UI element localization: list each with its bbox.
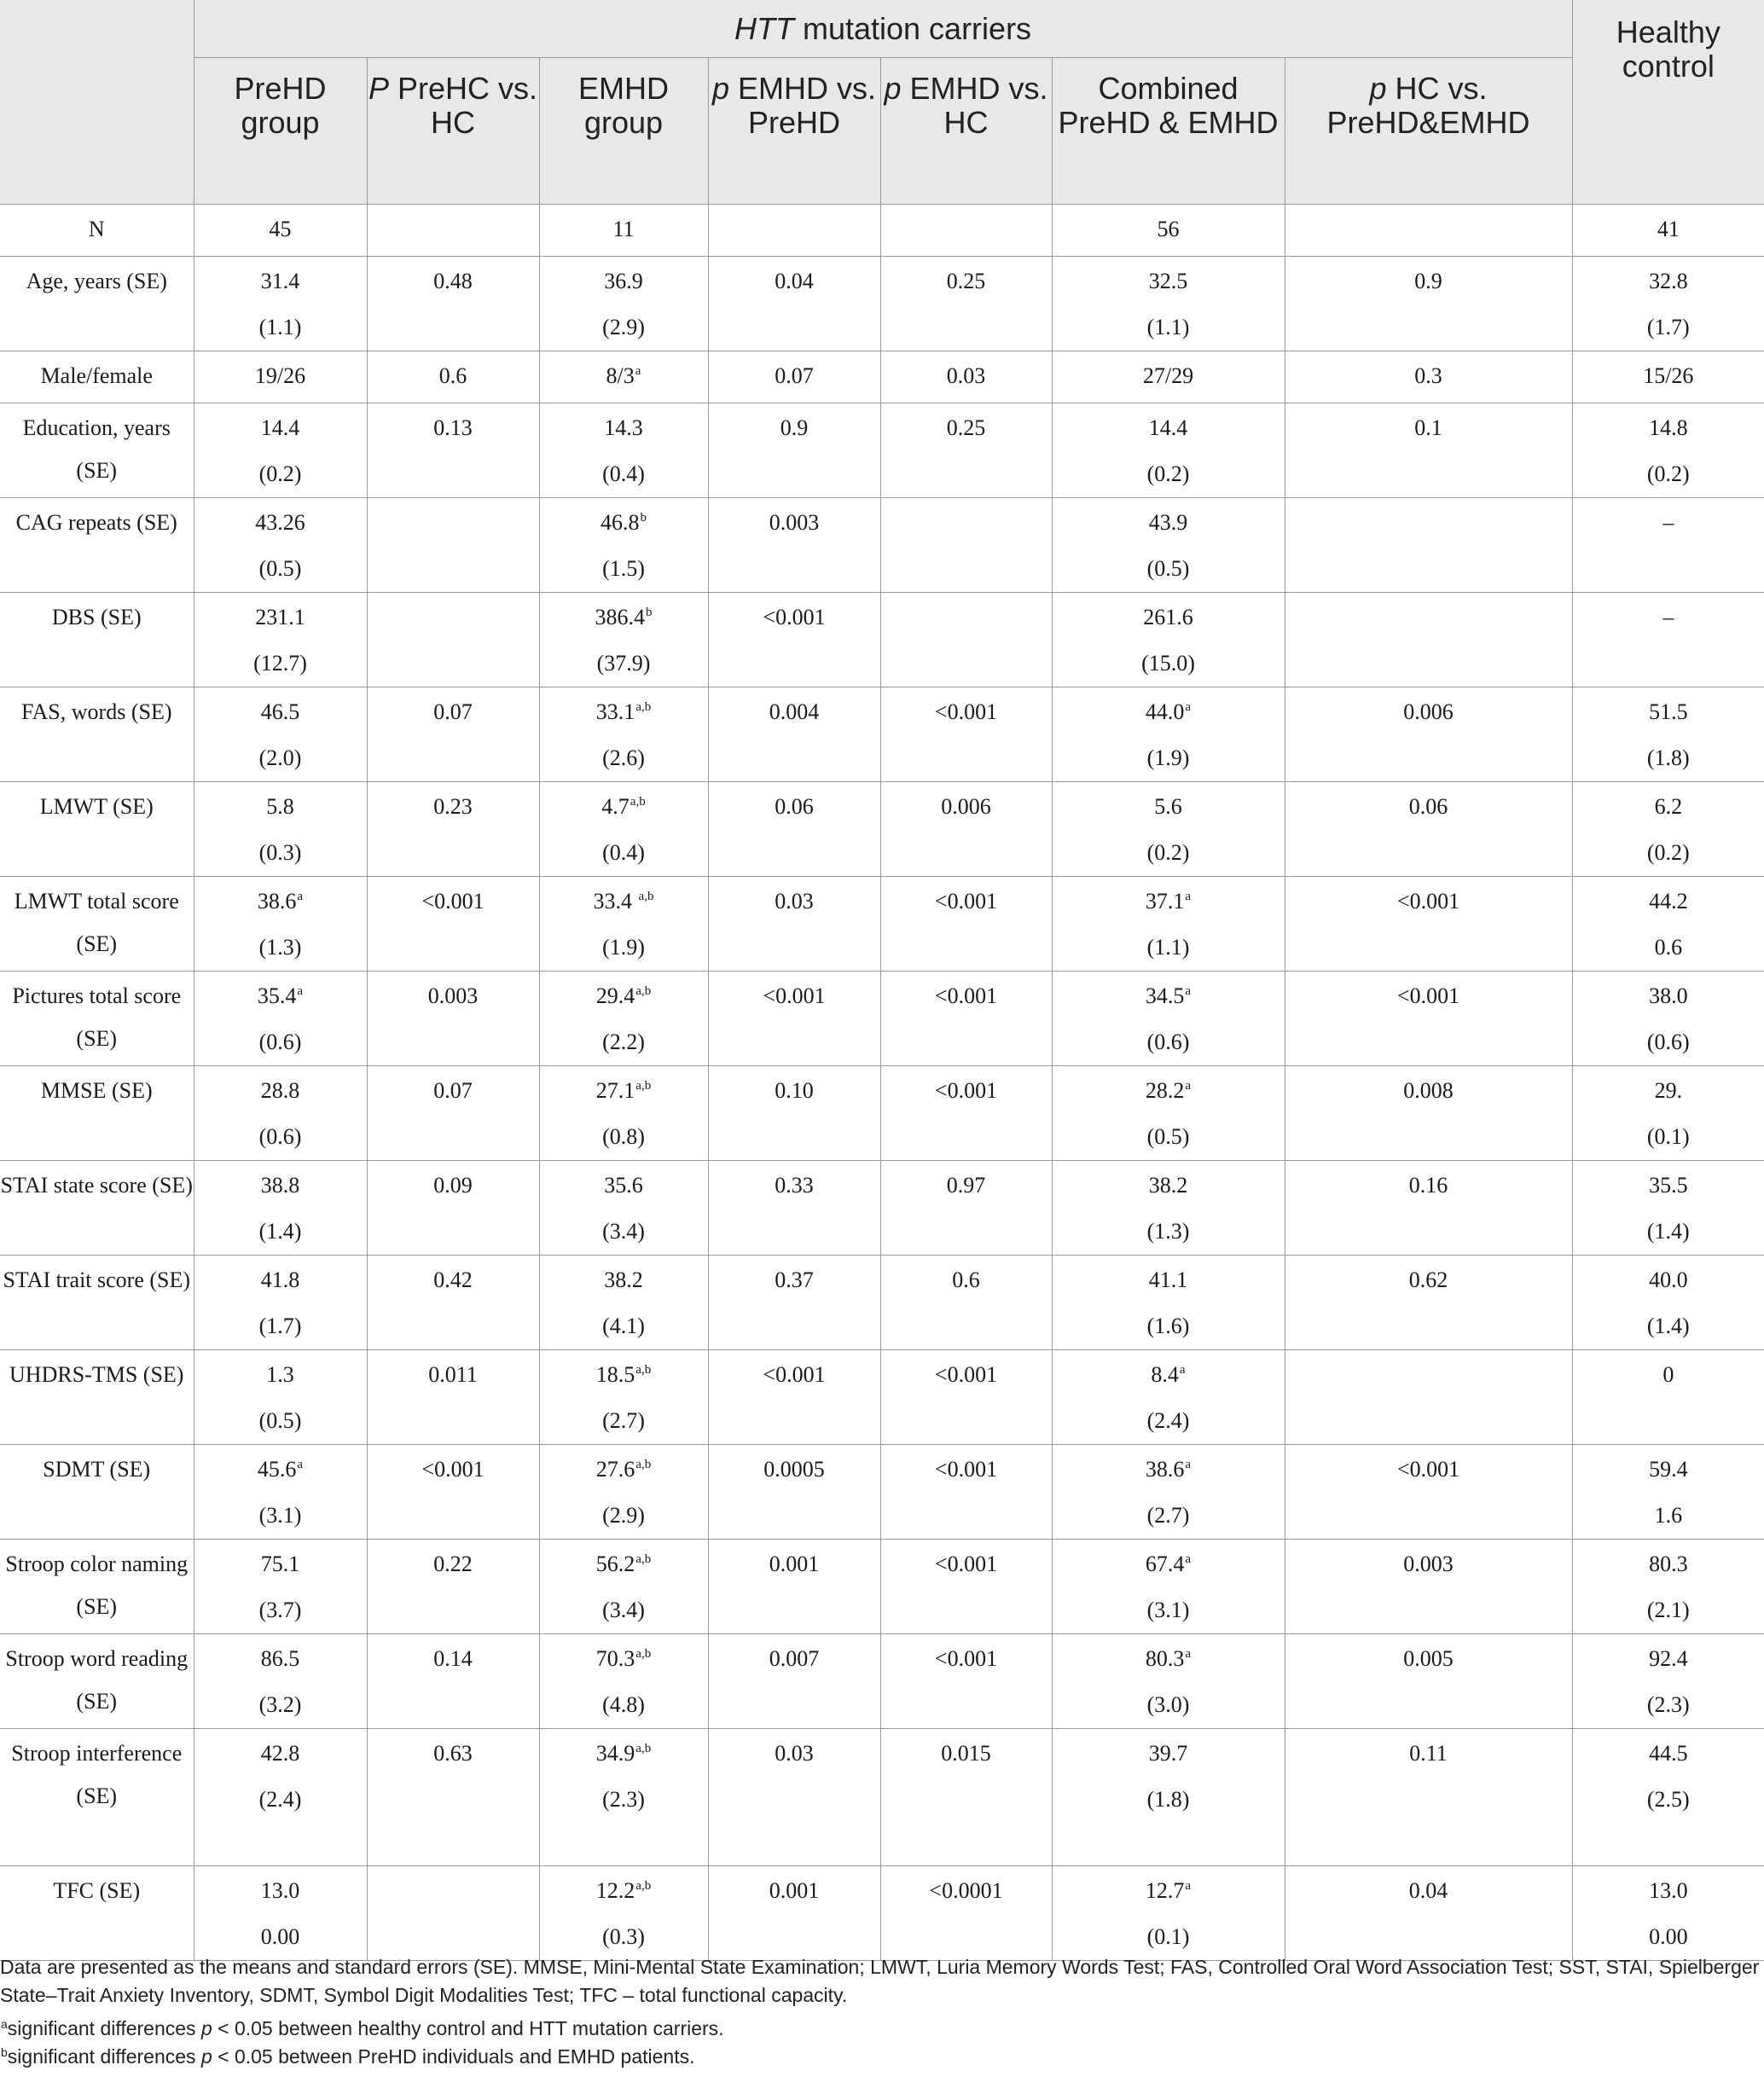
cell-healthy-control: 6.2 (0.2) <box>1572 782 1764 877</box>
cell-emhd: 12.2$^{a,b}$ (0.3) <box>539 1866 708 1961</box>
cell-p-prehc-hc: 0.23 <box>367 782 539 877</box>
cell-p-emhd-hc: <0.001 <box>880 687 1052 782</box>
cell-p-hc-combined: 0.62 <box>1285 1256 1572 1350</box>
row-label: TFC (SE) <box>0 1866 194 1961</box>
cell-combined: 8.4$^a$ (2.4) <box>1052 1350 1285 1445</box>
cell-combined: 5.6 (0.2) <box>1052 782 1285 877</box>
cell-p-emhd-prehd: 0.03 <box>708 877 880 972</box>
cell-p-emhd-hc: 0.006 <box>880 782 1052 877</box>
table-row <box>0 1161 1764 1256</box>
cell-p-hc-combined: 0.008 <box>1285 1066 1572 1161</box>
cell-emhd: 27.6$^{a,b}$ (2.9) <box>539 1445 708 1540</box>
cell-p-emhd-prehd: 0.37 <box>708 1256 880 1350</box>
cell-emhd: 56.2$^{a,b}$ (3.4) <box>539 1540 708 1634</box>
cell-p-emhd-prehd: 0.33 <box>708 1161 880 1256</box>
cell-p-hc-combined: 0.006 <box>1285 687 1572 782</box>
cell-prehd: 38.8 (1.4) <box>194 1161 367 1256</box>
cell-p-prehc-hc <box>367 205 539 257</box>
table-row <box>0 1540 1764 1634</box>
cell-prehd: 75.1 (3.7) <box>194 1540 367 1634</box>
table-row <box>0 593 1764 687</box>
cell-p-prehc-hc <box>367 1866 539 1961</box>
cell-combined: 44.0$^a$ (1.9) <box>1052 687 1285 782</box>
cell-healthy-control: 13.0 0.00 <box>1572 1866 1764 1961</box>
cell-healthy-control: 0 <box>1572 1350 1764 1445</box>
cell-p-emhd-prehd: 0.06 <box>708 782 880 877</box>
cell-combined: 43.9 (0.5) <box>1052 498 1285 593</box>
cell-p-prehc-hc: 0.14 <box>367 1634 539 1729</box>
cell-p-emhd-hc: 0.6 <box>880 1256 1052 1350</box>
cell-emhd: 27.1$^{a,b}$ (0.8) <box>539 1066 708 1161</box>
row-label: Age, years (SE) <box>0 257 194 351</box>
cell-p-hc-combined: 0.04 <box>1285 1866 1572 1961</box>
cell-p-emhd-prehd: <0.001 <box>708 1350 880 1445</box>
cell-p-emhd-hc: <0.001 <box>880 1634 1052 1729</box>
cell-p-emhd-prehd: 0.001 <box>708 1866 880 1961</box>
table-row <box>0 257 1764 351</box>
cell-p-prehc-hc: 0.07 <box>367 687 539 782</box>
cell-prehd: 86.5 (3.2) <box>194 1634 367 1729</box>
cell-emhd: 29.4$^{a,b}$ (2.2) <box>539 972 708 1066</box>
cell-emhd: 14.3 (0.4) <box>539 403 708 498</box>
cell-combined: 38.6$^a$ (2.7) <box>1052 1445 1285 1540</box>
cell-p-prehc-hc: 0.011 <box>367 1350 539 1445</box>
cell-combined: 39.7 (1.8) <box>1052 1729 1285 1866</box>
table-row <box>0 1350 1764 1445</box>
header-p-hc-vs-combined: p HC vs. PreHD&EMHD <box>1285 58 1572 205</box>
table-row <box>0 351 1764 403</box>
row-label: STAI state score (SE) <box>0 1161 194 1256</box>
cell-prehd: 19/26 <box>194 351 367 403</box>
cell-prehd: 41.8 (1.7) <box>194 1256 367 1350</box>
cell-emhd: 4.7$^{a,b}$ (0.4) <box>539 782 708 877</box>
cell-p-emhd-hc: 0.97 <box>880 1161 1052 1256</box>
cell-p-prehc-hc: 0.48 <box>367 257 539 351</box>
cell-emhd: 386.4$^b$ (37.9) <box>539 593 708 687</box>
cell-prehd: 231.1 (12.7) <box>194 593 367 687</box>
cell-p-prehc-hc: 0.13 <box>367 403 539 498</box>
cell-p-prehc-hc: 0.003 <box>367 972 539 1066</box>
cell-emhd: 36.9 (2.9) <box>539 257 708 351</box>
cell-p-emhd-prehd: 0.001 <box>708 1540 880 1634</box>
cell-p-hc-combined: 0.11 <box>1285 1729 1572 1866</box>
row-label: N <box>0 205 194 257</box>
cell-healthy-control: 32.8 (1.7) <box>1572 257 1764 351</box>
cell-p-emhd-hc: <0.001 <box>880 972 1052 1066</box>
cell-p-hc-combined: <0.001 <box>1285 1445 1572 1540</box>
cell-healthy-control: 14.8 (0.2) <box>1572 403 1764 498</box>
cell-healthy-control: 44.2 0.6 <box>1572 877 1764 972</box>
cell-healthy-control: 59.4 1.6 <box>1572 1445 1764 1540</box>
table-row <box>0 972 1764 1066</box>
cell-p-emhd-hc: <0.0001 <box>880 1866 1052 1961</box>
cell-p-emhd-prehd: 0.04 <box>708 257 880 351</box>
row-label: STAI trait score (SE) <box>0 1256 194 1350</box>
table-row <box>0 1729 1764 1866</box>
table-row <box>0 687 1764 782</box>
table-row <box>0 205 1764 257</box>
header-combined-prehd-emhd: Combined PreHD & EMHD <box>1052 58 1285 205</box>
cell-combined: 27/29 <box>1052 351 1285 403</box>
cell-p-prehc-hc: 0.22 <box>367 1540 539 1634</box>
table-row <box>0 498 1764 593</box>
row-label: Stroop color naming (SE) <box>0 1540 194 1634</box>
row-label: Stroop word reading (SE) <box>0 1634 194 1729</box>
cell-combined: 28.2$^a$ (0.5) <box>1052 1066 1285 1161</box>
cell-p-emhd-prehd: 0.003 <box>708 498 880 593</box>
cell-prehd: 45 <box>194 205 367 257</box>
cell-emhd: 38.2 (4.1) <box>539 1256 708 1350</box>
cell-combined: 12.7$^a$ (0.1) <box>1052 1866 1285 1961</box>
cell-p-emhd-hc <box>880 205 1052 257</box>
header-row-columns <box>0 58 1764 205</box>
cell-prehd: 28.8 (0.6) <box>194 1066 367 1161</box>
cell-p-emhd-prehd: <0.001 <box>708 972 880 1066</box>
row-label: LMWT (SE) <box>0 782 194 877</box>
cell-combined: 80.3$^a$ (3.0) <box>1052 1634 1285 1729</box>
cell-p-hc-combined: 0.9 <box>1285 257 1572 351</box>
cell-p-hc-combined <box>1285 498 1572 593</box>
cell-healthy-control: 38.0 (0.6) <box>1572 972 1764 1066</box>
table-footnotes <box>0 1953 1764 2071</box>
cell-p-emhd-hc: <0.001 <box>880 1066 1052 1161</box>
cell-prehd: 35.4$^a$ (0.6) <box>194 972 367 1066</box>
cell-p-emhd-hc: <0.001 <box>880 877 1052 972</box>
cell-p-hc-combined <box>1285 593 1572 687</box>
cell-p-emhd-hc: 0.25 <box>880 257 1052 351</box>
cell-combined: 261.6 (15.0) <box>1052 593 1285 687</box>
table-row <box>0 877 1764 972</box>
cell-p-emhd-prehd: 0.004 <box>708 687 880 782</box>
footnote-abbreviations: Data are presented as the means and standard errors (SE). MMSE, Mini-Mental State Examination; LMWT, Luria Memory Words Test; FAS, Controlled Oral Word Association Test; SST, STAI, Spielberger State–Trait Anxiety Inventory, SDMT, Symbol Digit Modalities Test; TFC – total functional capacity. <box>0 1956 1760 2006</box>
cell-prehd: 13.0 0.00 <box>194 1866 367 1961</box>
cell-combined: 14.4 (0.2) <box>1052 403 1285 498</box>
cell-emhd: 46.8$^b$ (1.5) <box>539 498 708 593</box>
cell-p-prehc-hc <box>367 593 539 687</box>
cell-p-prehc-hc: 0.09 <box>367 1161 539 1256</box>
header-prehd-group: PreHD group <box>194 58 367 205</box>
cell-p-emhd-hc: <0.001 <box>880 1445 1052 1540</box>
cell-p-emhd-prehd: <0.001 <box>708 593 880 687</box>
cell-p-prehc-hc: <0.001 <box>367 877 539 972</box>
cell-p-emhd-prehd: 0.10 <box>708 1066 880 1161</box>
cell-prehd: 14.4 (0.2) <box>194 403 367 498</box>
cell-emhd: 33.1$^{a,b}$ (2.6) <box>539 687 708 782</box>
table-row <box>0 1634 1764 1729</box>
cell-p-emhd-prehd <box>708 205 880 257</box>
cell-p-hc-combined: 0.005 <box>1285 1634 1572 1729</box>
row-label: CAG repeats (SE) <box>0 498 194 593</box>
row-label: Stroop interference (SE) <box>0 1729 194 1866</box>
header-p-emhd-vs-hc: p EMHD vs. HC <box>880 58 1052 205</box>
footnote-b: $^b$significant differences p < 0.05 between PreHD individuals and EMHD patients. <box>1 2045 695 2068</box>
cell-combined: 32.5 (1.1) <box>1052 257 1285 351</box>
cell-p-hc-combined <box>1285 1350 1572 1445</box>
cell-p-hc-combined: <0.001 <box>1285 877 1572 972</box>
cell-healthy-control: – <box>1572 593 1764 687</box>
cell-prehd: 43.26 (0.5) <box>194 498 367 593</box>
row-label: DBS (SE) <box>0 593 194 687</box>
header-row-group <box>0 0 1764 58</box>
cell-p-hc-combined: 0.003 <box>1285 1540 1572 1634</box>
header-htt-carriers: HTT mutation carriers <box>194 0 1572 58</box>
cell-combined: 67.4$^a$ (3.1) <box>1052 1540 1285 1634</box>
cell-emhd: 34.9$^{a,b}$ (2.3) <box>539 1729 708 1866</box>
cell-emhd: 35.6 (3.4) <box>539 1161 708 1256</box>
row-label: Male/female <box>0 351 194 403</box>
cell-p-emhd-prehd: 0.9 <box>708 403 880 498</box>
cell-p-prehc-hc: <0.001 <box>367 1445 539 1540</box>
header-p-emhd-vs-prehd: p EMHD vs. PreHD <box>708 58 880 205</box>
cell-combined: 56 <box>1052 205 1285 257</box>
row-label: Pictures total score (SE) <box>0 972 194 1066</box>
header-corner <box>0 0 194 205</box>
cell-p-emhd-prehd: 0.03 <box>708 1729 880 1866</box>
cell-prehd: 45.6$^a$ (3.1) <box>194 1445 367 1540</box>
cell-healthy-control: 51.5 (1.8) <box>1572 687 1764 782</box>
cell-emhd: 11 <box>539 205 708 257</box>
cell-combined: 41.1 (1.6) <box>1052 1256 1285 1350</box>
cell-p-emhd-hc <box>880 498 1052 593</box>
cell-p-prehc-hc: 0.63 <box>367 1729 539 1866</box>
cell-healthy-control: 41 <box>1572 205 1764 257</box>
cell-p-hc-combined: 0.06 <box>1285 782 1572 877</box>
header-p-prehc-vs-hc: P PreHC vs. HC <box>367 58 539 205</box>
table-row <box>0 1866 1764 1961</box>
cell-prehd: 46.5 (2.0) <box>194 687 367 782</box>
table-row <box>0 1066 1764 1161</box>
cell-p-emhd-prehd: 0.07 <box>708 351 880 403</box>
header-healthy-control: Healthy control <box>1572 0 1764 205</box>
cell-prehd: 5.8 (0.3) <box>194 782 367 877</box>
cell-healthy-control: 80.3 (2.1) <box>1572 1540 1764 1634</box>
cell-healthy-control: 40.0 (1.4) <box>1572 1256 1764 1350</box>
cell-p-prehc-hc: 0.42 <box>367 1256 539 1350</box>
table-row <box>0 1256 1764 1350</box>
cell-prehd: 38.6$^a$ (1.3) <box>194 877 367 972</box>
header-emhd-group: EMHD group <box>539 58 708 205</box>
cell-p-emhd-hc: 0.015 <box>880 1729 1052 1866</box>
cell-p-hc-combined: 0.3 <box>1285 351 1572 403</box>
cell-p-hc-combined: <0.001 <box>1285 972 1572 1066</box>
cell-healthy-control: 15/26 <box>1572 351 1764 403</box>
row-label: Education, years (SE) <box>0 403 194 498</box>
row-label: LMWT total score (SE) <box>0 877 194 972</box>
cell-emhd: 18.5$^{a,b}$ (2.7) <box>539 1350 708 1445</box>
cell-p-emhd-prehd: 0.0005 <box>708 1445 880 1540</box>
row-label: MMSE (SE) <box>0 1066 194 1161</box>
row-label: UHDRS-TMS (SE) <box>0 1350 194 1445</box>
row-label: SDMT (SE) <box>0 1445 194 1540</box>
footnote-a: $^a$significant differences p < 0.05 between healthy control and HTT mutation carriers. <box>1 2017 724 2039</box>
cell-healthy-control: – <box>1572 498 1764 593</box>
cell-p-emhd-hc: 0.03 <box>880 351 1052 403</box>
cell-prehd: 42.8 (2.4) <box>194 1729 367 1866</box>
cell-prehd: 1.3 (0.5) <box>194 1350 367 1445</box>
table-row <box>0 782 1764 877</box>
cell-p-prehc-hc <box>367 498 539 593</box>
row-label: FAS, words (SE) <box>0 687 194 782</box>
cell-p-emhd-hc: <0.001 <box>880 1540 1052 1634</box>
cell-p-emhd-prehd: 0.007 <box>708 1634 880 1729</box>
cell-p-emhd-hc: 0.25 <box>880 403 1052 498</box>
cell-combined: 34.5$^a$ (0.6) <box>1052 972 1285 1066</box>
table-row <box>0 403 1764 498</box>
cell-healthy-control: 44.5 (2.5) <box>1572 1729 1764 1866</box>
cell-p-emhd-hc: <0.001 <box>880 1350 1052 1445</box>
cell-p-emhd-hc <box>880 593 1052 687</box>
cell-p-prehc-hc: 0.6 <box>367 351 539 403</box>
cell-emhd: 8/3$^a$ <box>539 351 708 403</box>
cell-prehd: 31.4 (1.1) <box>194 257 367 351</box>
cell-p-hc-combined: 0.16 <box>1285 1161 1572 1256</box>
cell-healthy-control: 92.4 (2.3) <box>1572 1634 1764 1729</box>
cell-emhd: 70.3$^{a,b}$ (4.8) <box>539 1634 708 1729</box>
cell-combined: 37.1$^a$ (1.1) <box>1052 877 1285 972</box>
cell-p-hc-combined: 0.1 <box>1285 403 1572 498</box>
cell-p-hc-combined <box>1285 205 1572 257</box>
cell-combined: 38.2 (1.3) <box>1052 1161 1285 1256</box>
cell-healthy-control: 35.5 (1.4) <box>1572 1161 1764 1256</box>
table-row <box>0 1445 1764 1540</box>
cell-p-prehc-hc: 0.07 <box>367 1066 539 1161</box>
cell-emhd: 33.4 $^{a,b}$ (1.9) <box>539 877 708 972</box>
cell-healthy-control: 29. (0.1) <box>1572 1066 1764 1161</box>
